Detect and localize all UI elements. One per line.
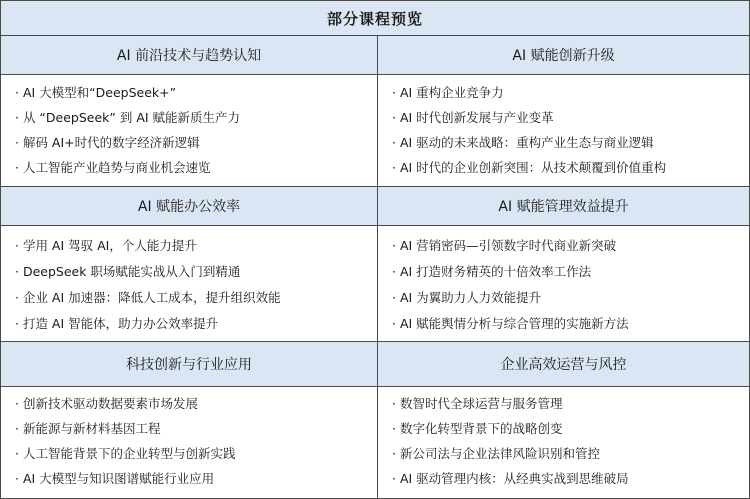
list-item: · 创新技术驱动数据要素市场发展 — [15, 396, 198, 411]
section-1 — [1, 36, 749, 186]
list-item: · 新公司法与企业法律风险识别和管控 — [392, 446, 600, 461]
list-item: · AI 为翼助力人力效能提升 — [392, 290, 542, 305]
list-item: · AI 时代的企业创新突围：从技术颠覆到价值重构 — [392, 160, 667, 175]
list-item: · 打造 AI 智能体，助力办公效率提升 — [15, 316, 219, 331]
section-header-left: AI 前沿技术与趋势认知 — [1, 36, 378, 75]
list-item: · 解码 AI+时代的数字经济新逻辑 — [15, 135, 200, 150]
list-item: · 数智时代全球运营与服务管理 — [392, 396, 563, 411]
course-list-left — [1, 226, 378, 341]
course-list-left — [1, 387, 378, 498]
list-item: · AI 重构企业竞争力 — [392, 85, 504, 100]
course-list-right — [378, 226, 749, 341]
list-item: · AI 时代创新发展与产业变革 — [392, 110, 554, 125]
list-item: · AI 打造财务精英的十倍效率工作法 — [392, 264, 592, 279]
list-item: · DeepSeek 职场赋能实战从入门到精通 — [15, 264, 241, 279]
list-item: · 数字化转型背景下的战略创变 — [392, 421, 563, 436]
list-item: · AI 赋能舆情分析与综合管理的实施新方法 — [392, 316, 629, 331]
list-item: · 从 “DeepSeek” 到 AI 赋能新质生产力 — [15, 110, 241, 125]
course-list-left — [1, 75, 378, 186]
section-2 — [1, 187, 749, 341]
list-item: · 企业 AI 加速器：降低人工成本，提升组织效能 — [15, 290, 281, 305]
table-title: 部分课程预览 — [1, 1, 749, 36]
section-header-right: AI 赋能创新升级 — [378, 36, 749, 75]
list-item: · AI 驱动的未来战略：重构产业生态与商业逻辑 — [392, 135, 654, 150]
list-item: · 学用 AI 驾驭 AI，个人能力提升 — [15, 238, 197, 253]
section-header-right: AI 赋能管理效益提升 — [378, 187, 749, 226]
list-item: · 人工智能背景下的企业转型与创新实践 — [15, 446, 236, 461]
list-item: · AI 营销密码—引领数字时代商业新突破 — [392, 238, 617, 253]
section-header-left: AI 赋能办公效率 — [1, 187, 378, 226]
course-list-right — [378, 75, 749, 186]
course-list-right — [378, 387, 749, 498]
list-item: · 人工智能产业趋势与商业机会速览 — [15, 160, 211, 175]
section-header-left: 科技创新与行业应用 — [1, 342, 378, 387]
list-item: · AI 大模型和“DeepSeek+” — [15, 85, 177, 100]
section-header-right: 企业高效运营与风控 — [378, 342, 749, 387]
list-item: · AI 大模型与知识图谱赋能行业应用 — [15, 471, 215, 486]
list-item: · AI 驱动管理内核：从经典实战到思维破局 — [392, 471, 629, 486]
list-item: · 新能源与新材料基因工程 — [15, 421, 161, 436]
section-3 — [1, 342, 749, 498]
